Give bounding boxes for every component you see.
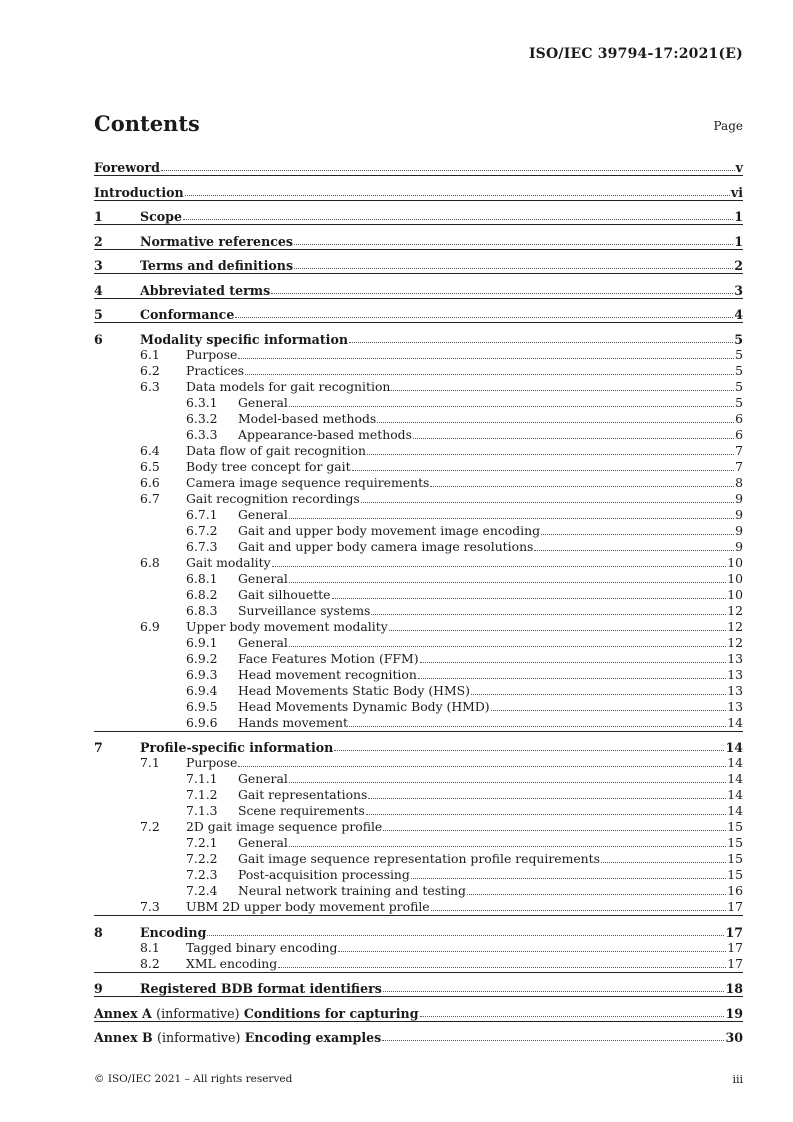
toc-entry-title: Encoding [140, 924, 207, 940]
toc-entry-title: General [238, 394, 288, 410]
toc-entry[interactable] [94, 619, 743, 635]
toc-entry-page: 13 [727, 666, 743, 682]
toc-entry-number: 7.2 [140, 819, 160, 834]
toc-entry-page: 15 [727, 851, 743, 866]
toc-entry-number: 6.8 [140, 554, 160, 570]
dot-leader [183, 218, 733, 220]
toc-entry-number: 7.2.3 [186, 867, 218, 882]
page-column-label: Page [713, 119, 743, 133]
dot-leader [383, 829, 726, 831]
toc-entry-page: 10 [727, 570, 743, 586]
toc-entry-number: 6.9 [140, 618, 160, 634]
dot-leader [541, 533, 734, 535]
dot-leader [471, 693, 726, 695]
dot-leader [294, 267, 733, 269]
toc-entry[interactable] [94, 755, 743, 771]
toc-entry-title: Gait recognition recordings [186, 490, 360, 506]
toc-entry-number: 6.7.3 [186, 538, 218, 554]
toc-entry-number: 6.8.2 [186, 586, 218, 602]
toc-entry-page: 14 [727, 787, 743, 802]
toc-entry-page: 8 [735, 474, 743, 490]
toc-entry[interactable] [94, 347, 743, 363]
toc-entry[interactable] [94, 152, 743, 175]
toc-entry-title: Normative references [140, 233, 294, 249]
toc-entry-number: 7.2.4 [186, 883, 218, 898]
toc-entry[interactable] [94, 771, 743, 787]
toc-entry-title: Terms and definitions [140, 258, 294, 273]
toc-entry-title: Registered BDB format identifiers [140, 981, 382, 996]
toc-entry-number: 6.9.5 [186, 698, 218, 714]
document-id: ISO/IEC 39794-17:2021(E) [528, 46, 743, 62]
toc-entry-page: 19 [725, 1005, 743, 1021]
dot-leader [289, 581, 726, 583]
toc-entry-title [94, 1030, 381, 1045]
toc-entry-title: Hands movement [238, 714, 348, 730]
toc-entry[interactable] [94, 996, 743, 1021]
toc-entry-number: 6.9.3 [186, 666, 218, 682]
page-number: iii [732, 1073, 743, 1086]
toc-entry-number: 6.3.1 [186, 394, 218, 410]
toc-entry-page: 9 [735, 506, 743, 522]
toc-entry-page: 3 [734, 282, 743, 298]
toc-entry-number: 7.1 [140, 755, 160, 770]
dot-leader [491, 709, 727, 711]
toc-entry-page: 14 [725, 740, 743, 755]
toc-entry-title: Gait representations [238, 787, 368, 802]
toc-entry-title: Purpose [186, 755, 238, 770]
dot-leader [413, 437, 734, 439]
toc-entry[interactable] [94, 298, 743, 323]
toc-entry-title: General [238, 835, 288, 850]
toc-entry-page: 17 [727, 939, 743, 955]
dot-leader [361, 501, 734, 503]
toc-entry-title: UBM 2D upper body movement profile [186, 899, 430, 914]
toc-entry[interactable] [94, 956, 743, 972]
toc-entry-title: Modality specific information [140, 331, 348, 347]
toc-entry-page: 12 [727, 602, 743, 618]
toc-entry[interactable] [94, 915, 743, 940]
toc-entry-page: 7 [735, 458, 743, 474]
toc-entry-title: Head Movements Dynamic Body (HMD) [238, 698, 490, 714]
toc-entry-title: Scope [140, 209, 182, 224]
toc-entry-page: 14 [727, 771, 743, 786]
toc-entry-page: 17 [725, 924, 743, 940]
toc-entry-title: Scene requirements [238, 803, 365, 818]
toc-entry[interactable] [94, 175, 743, 200]
toc-entry-page: 5 [735, 346, 743, 362]
page-title: Contents [94, 111, 200, 136]
toc-entry-number: 6.3.3 [186, 426, 218, 442]
toc-entry-title: General [238, 771, 288, 786]
toc-entry-page: 10 [727, 554, 743, 570]
toc-entry-number: 6.9.4 [186, 682, 218, 698]
toc-entry-title: Head movement recognition [238, 666, 417, 682]
toc-entry-page: 7 [735, 442, 743, 458]
dot-leader [431, 909, 727, 911]
toc-entry-number: 6.7.1 [186, 506, 218, 522]
toc-entry-number: 7 [94, 740, 103, 755]
toc-entry-page: 1 [734, 209, 743, 224]
dot-leader [289, 845, 726, 847]
toc-entry[interactable] [94, 379, 743, 395]
toc-entry-title: Upper body movement modality [186, 618, 388, 634]
dot-leader [238, 765, 726, 767]
dot-leader [272, 565, 727, 567]
dot-leader [420, 661, 727, 663]
toc-entry-number: 6.8.1 [186, 570, 218, 586]
toc-entry-page: 18 [725, 981, 743, 996]
toc-entry-page: 6 [735, 426, 743, 442]
dot-leader [349, 341, 733, 343]
toc-entry-page: 4 [734, 307, 743, 322]
toc-entry-page: 9 [735, 522, 743, 538]
toc-entry[interactable] [94, 491, 743, 507]
copyright-notice: © ISO/IEC 2021 – All rights reserved [94, 1073, 293, 1085]
dot-leader [383, 990, 725, 992]
toc-entry-page: 13 [727, 682, 743, 698]
toc-entry[interactable] [94, 322, 743, 347]
dot-leader [245, 373, 734, 375]
toc-entry-page: 14 [727, 755, 743, 770]
dot-leader [367, 453, 734, 455]
toc-entry-title: Abbreviated terms [140, 282, 271, 298]
toc-entry[interactable] [94, 427, 743, 443]
toc-entry-number: 8 [94, 924, 103, 940]
dot-leader [467, 893, 726, 895]
toc-entry-title: Post-acquisition processing [238, 867, 410, 882]
toc-entry-number: 9 [94, 981, 103, 996]
dot-leader [207, 934, 724, 936]
annex-label: Annex B [94, 1030, 153, 1045]
toc-entry-title [94, 1006, 419, 1021]
toc-entry[interactable] [94, 651, 743, 667]
toc-entry[interactable] [94, 883, 743, 899]
toc-entry-number: 6.5 [140, 458, 160, 474]
toc-entry[interactable] [94, 411, 743, 427]
toc-entry-number: 2 [94, 233, 103, 249]
toc-entry-page: 5 [735, 394, 743, 410]
toc-entry-number: 6.3.2 [186, 410, 218, 426]
annex-type: (informative) [157, 1030, 241, 1045]
toc-entry-number: 6.9.6 [186, 714, 218, 730]
toc-entry[interactable] [94, 363, 743, 379]
toc-entry-title: Face Features Motion (FFM) [238, 650, 419, 666]
toc-entry-title: Data models for gait recognition [186, 378, 391, 394]
toc-entry-title: Appearance-based methods [238, 426, 412, 442]
dot-leader [420, 1015, 725, 1017]
toc-entry-title: Surveillance systems [238, 602, 371, 618]
toc-entry-page: 5 [734, 331, 743, 347]
dot-leader [411, 877, 726, 879]
table-of-contents [94, 152, 743, 1045]
toc-entry-number: 7.1.2 [186, 787, 218, 802]
toc-entry-title: Head Movements Static Body (HMS) [238, 682, 470, 698]
toc-entry-number: 8.1 [140, 939, 160, 955]
toc-entry-title: General [238, 634, 288, 650]
toc-entry-title: Model-based methods [238, 410, 377, 426]
toc-entry-number: 7.1.1 [186, 771, 218, 786]
toc-entry-number: 6.7 [140, 490, 160, 506]
toc-entry-number: 6.2 [140, 362, 160, 378]
toc-entry-number: 7.2.2 [186, 851, 218, 866]
dot-leader [377, 421, 734, 423]
toc-entry-number: 6 [94, 331, 103, 347]
toc-entry-title: Profile-specific information [140, 740, 334, 755]
dot-leader [334, 749, 724, 751]
toc-entry-number: 7.1.3 [186, 803, 218, 818]
toc-entry[interactable] [94, 683, 743, 699]
dot-leader [294, 243, 733, 245]
toc-entry[interactable] [94, 587, 743, 603]
toc-entry-page: 9 [735, 490, 743, 506]
toc-entry[interactable] [94, 200, 743, 225]
dot-leader [289, 781, 726, 783]
toc-entry[interactable] [94, 1021, 743, 1046]
toc-entry-title: Gait and upper body movement image encoding [238, 522, 541, 538]
dot-leader [368, 797, 726, 799]
toc-entry[interactable] [94, 571, 743, 587]
toc-entry-number: 4 [94, 282, 103, 298]
toc-entry[interactable] [94, 819, 743, 835]
toc-entry[interactable] [94, 523, 743, 539]
dot-leader [534, 549, 734, 551]
toc-entry-number: 6.7.2 [186, 522, 218, 538]
toc-entry-number: 1 [94, 209, 103, 224]
toc-entry-page: 5 [735, 378, 743, 394]
toc-entry-page: 15 [727, 835, 743, 850]
dot-leader [161, 169, 735, 171]
dot-leader [238, 357, 734, 359]
toc-entry-number: 7.2.1 [186, 835, 218, 850]
toc-entry-title: Gait and upper body camera image resolutions [238, 538, 534, 554]
toc-entry[interactable] [94, 972, 743, 997]
toc-entry-page: 14 [727, 714, 743, 730]
toc-entry-page: 14 [727, 803, 743, 818]
toc-entry[interactable] [94, 603, 743, 619]
toc-entry-page: 1 [734, 233, 743, 249]
toc-entry-title: XML encoding [186, 955, 278, 971]
dot-leader [601, 861, 726, 863]
toc-entry[interactable] [94, 475, 743, 491]
annex-type: (informative) [156, 1005, 240, 1021]
toc-entry[interactable] [94, 699, 743, 715]
toc-entry[interactable] [94, 555, 743, 571]
dot-leader [371, 613, 726, 615]
dot-leader [235, 316, 733, 318]
dot-leader [418, 677, 726, 679]
toc-entry[interactable] [94, 224, 743, 249]
dot-leader [289, 405, 734, 407]
toc-entry[interactable] [94, 459, 743, 475]
toc-entry-title: Purpose [186, 346, 238, 362]
toc-entry[interactable] [94, 635, 743, 651]
toc-entry-number: 6.8.3 [186, 602, 218, 618]
toc-entry-page: 12 [727, 618, 743, 634]
toc-entry-title: General [238, 506, 288, 522]
toc-entry[interactable] [94, 835, 743, 851]
toc-entry-page: 13 [727, 650, 743, 666]
dot-leader [289, 517, 734, 519]
toc-entry-number: 6.4 [140, 442, 160, 458]
toc-entry-title: Introduction [94, 184, 184, 200]
toc-entry-title: 2D gait image sequence profile [186, 819, 383, 834]
dot-leader [391, 389, 734, 391]
toc-entry[interactable] [94, 273, 743, 298]
toc-entry[interactable] [94, 851, 743, 867]
toc-entry-title: Conformance [140, 307, 235, 322]
toc-entry[interactable] [94, 249, 743, 274]
toc-entry-number: 6.3 [140, 378, 160, 394]
toc-entry-number: 6.9.2 [186, 650, 218, 666]
toc-entry[interactable] [94, 940, 743, 956]
toc-entry-page: vi [730, 184, 743, 200]
toc-entry-page: 6 [735, 410, 743, 426]
dot-leader [389, 629, 727, 631]
toc-entry-page: 15 [727, 819, 743, 834]
toc-entry[interactable] [94, 867, 743, 883]
toc-entry[interactable] [94, 539, 743, 555]
dot-leader [271, 292, 733, 294]
toc-entry[interactable] [94, 803, 743, 819]
dot-leader [349, 725, 726, 727]
toc-entry-title: Neural network training and testing [238, 883, 466, 898]
toc-entry-title: Gait image sequence representation profile requirements [238, 851, 600, 866]
toc-entry[interactable] [94, 395, 743, 411]
dot-leader [430, 485, 734, 487]
toc-entry[interactable] [94, 443, 743, 459]
annex-title: Encoding examples [244, 1030, 382, 1045]
toc-entry[interactable] [94, 899, 743, 915]
dot-leader [278, 966, 726, 968]
toc-entry-page: 5 [735, 362, 743, 378]
toc-entry[interactable] [94, 787, 743, 803]
toc-entry-page: 12 [727, 634, 743, 650]
toc-entry-number: 6.1 [140, 346, 160, 362]
toc-entry-number: 5 [94, 307, 103, 322]
dot-leader [366, 813, 726, 815]
toc-entry-page: 10 [727, 586, 743, 602]
toc-entry-title: Practices [186, 362, 245, 378]
toc-entry[interactable] [94, 715, 743, 731]
toc-entry-title: Gait silhouette [238, 586, 331, 602]
toc-entry-number: 3 [94, 258, 103, 273]
toc-entry[interactable] [94, 507, 743, 523]
toc-entry-page: 15 [727, 867, 743, 882]
toc-entry-title: Body tree concept for gait [186, 458, 351, 474]
toc-entry-title: Tagged binary encoding [186, 939, 338, 955]
annex-label: Annex A [94, 1005, 152, 1021]
dot-leader [382, 1039, 724, 1041]
toc-entry-title: Gait modality [186, 554, 271, 570]
toc-entry-page: 17 [727, 899, 743, 914]
toc-entry-title: Camera image sequence requirements [186, 474, 430, 490]
dot-leader [332, 597, 727, 599]
dot-leader [352, 469, 734, 471]
toc-entry-number: 6.6 [140, 474, 160, 490]
toc-entry-page: 30 [725, 1030, 743, 1045]
toc-entry-number: 6.9.1 [186, 634, 218, 650]
dot-leader [185, 194, 730, 196]
toc-entry-number: 7.3 [140, 899, 160, 914]
toc-entry-title: Foreword [94, 160, 160, 175]
toc-entry-title: General [238, 570, 288, 586]
dot-leader [289, 645, 726, 647]
toc-entry-page: 13 [727, 698, 743, 714]
toc-entry-page: 16 [727, 883, 743, 898]
toc-entry[interactable] [94, 731, 743, 756]
toc-entry-number: 8.2 [140, 955, 160, 971]
toc-entry[interactable] [94, 667, 743, 683]
toc-entry-page: 17 [727, 955, 743, 971]
toc-entry-page: v [735, 160, 743, 175]
annex-title: Conditions for capturing [243, 1005, 419, 1021]
toc-entry-page: 2 [734, 258, 743, 273]
toc-entry-page: 9 [735, 538, 743, 554]
dot-leader [338, 950, 726, 952]
toc-entry-title: Data flow of gait recognition [186, 442, 366, 458]
